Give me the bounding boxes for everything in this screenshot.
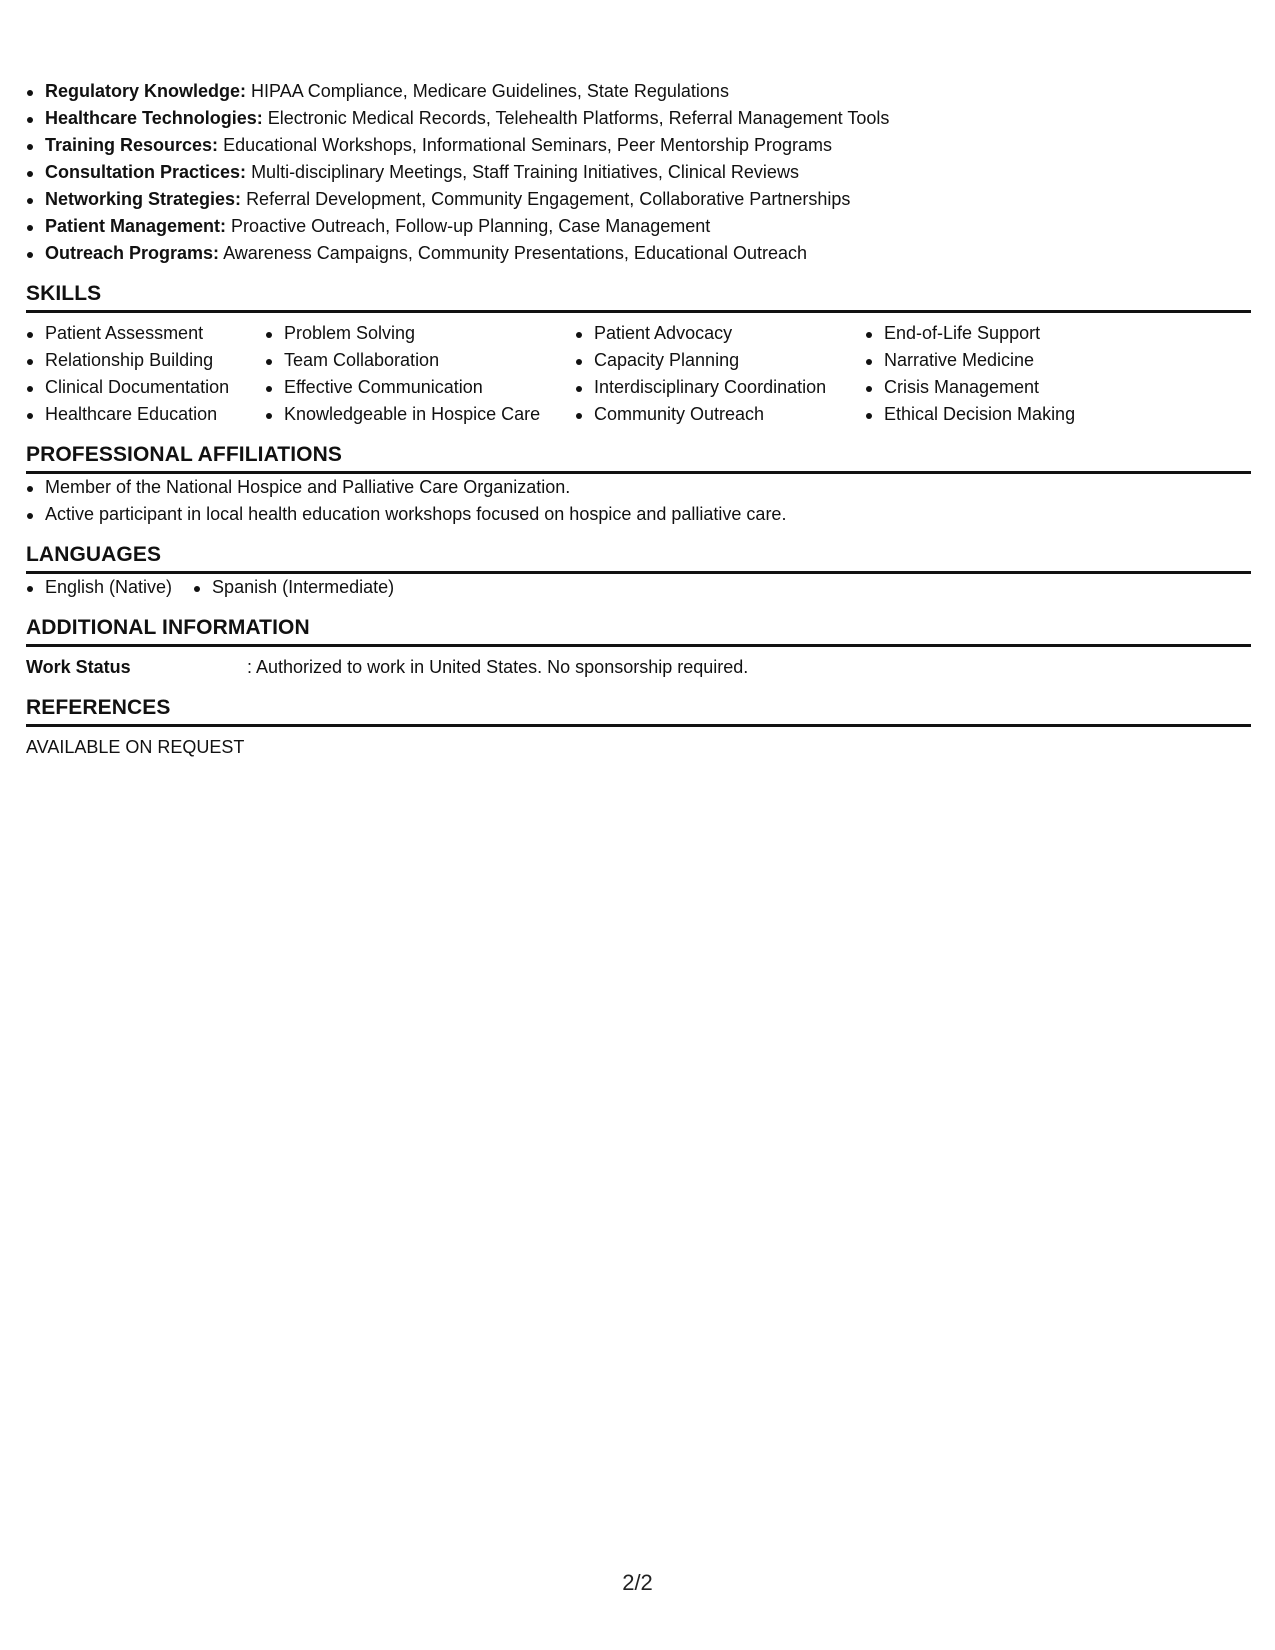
item-text: Proactive Outreach, Follow-up Planning, Case Management	[231, 216, 711, 236]
language-item: Spanish (Intermediate)	[193, 574, 394, 601]
section-title-references: REFERENCES	[26, 695, 1251, 727]
item-text: Awareness Campaigns, Community Presentations, Educational Outreach	[223, 243, 808, 263]
item-label: Outreach Programs:	[45, 243, 220, 263]
skill-item: End-of-Life Support	[865, 320, 1165, 347]
list-item	[26, 213, 1251, 240]
item-label: Training Resources:	[45, 135, 219, 155]
list-item	[26, 132, 1251, 159]
work-status-label: Work Status	[26, 657, 131, 677]
list-item	[26, 78, 1251, 105]
skill-item: Narrative Medicine	[865, 347, 1165, 374]
item-label: Healthcare Technologies:	[45, 108, 263, 128]
list-item: Member of the National Hospice and Palliative Care Organization.	[26, 474, 1251, 501]
affiliations-section	[26, 442, 1251, 528]
skills-section	[26, 281, 1251, 428]
references-text: AVAILABLE ON REQUEST	[26, 737, 245, 757]
item-text: Electronic Medical Records, Telehealth Platforms, Referral Management Tools	[267, 108, 890, 128]
skill-item: Effective Communication	[265, 374, 575, 401]
item-text: Multi-disciplinary Meetings, Staff Training Initiatives, Clinical Reviews	[251, 162, 799, 182]
work-status-row	[26, 654, 1251, 681]
skills-column	[26, 320, 265, 428]
skill-item: Crisis Management	[865, 374, 1165, 401]
section-title-affiliations: PROFESSIONAL AFFILIATIONS	[26, 442, 1251, 474]
page-number: 2/2	[622, 1570, 653, 1595]
item-label: Regulatory Knowledge:	[45, 81, 247, 101]
list-item	[26, 159, 1251, 186]
list-item	[26, 240, 1251, 267]
section-title-skills: SKILLS	[26, 281, 1251, 313]
languages-list	[26, 574, 1251, 601]
skill-item: Knowledgeable in Hospice Care	[265, 401, 575, 428]
skill-item: Ethical Decision Making	[865, 401, 1165, 428]
skills-column	[575, 320, 865, 428]
skill-item: Capacity Planning	[575, 347, 865, 374]
skill-item: Interdisciplinary Coordination	[575, 374, 865, 401]
resume-page	[26, 78, 1251, 761]
skill-item: Healthcare Education	[26, 401, 265, 428]
list-item	[26, 186, 1251, 213]
skill-item: Community Outreach	[575, 401, 865, 428]
skills-grid	[26, 320, 1251, 428]
work-status-value: : Authorized to work in United States. No sponsorship required.	[247, 657, 749, 677]
item-text: Referral Development, Community Engagement, Collaborative Partnerships	[246, 189, 851, 209]
item-text: Educational Workshops, Informational Seminars, Peer Mentorship Programs	[223, 135, 833, 155]
skills-column	[865, 320, 1165, 428]
list-item: Active participant in local health education workshops focused on hospice and palliative care.	[26, 501, 1251, 528]
item-text: HIPAA Compliance, Medicare Guidelines, State Regulations	[251, 81, 729, 101]
languages-section	[26, 542, 1251, 601]
skill-item: Relationship Building	[26, 347, 265, 374]
focus-list	[26, 78, 1251, 267]
item-label: Networking Strategies:	[45, 189, 242, 209]
skill-item: Patient Advocacy	[575, 320, 865, 347]
skill-item: Problem Solving	[265, 320, 575, 347]
references-section	[26, 695, 1251, 761]
item-label: Consultation Practices:	[45, 162, 247, 182]
skills-column	[265, 320, 575, 428]
affiliations-list	[26, 474, 1251, 528]
skill-item: Clinical Documentation	[26, 374, 265, 401]
language-item: English (Native)	[26, 574, 172, 601]
section-title-additional: ADDITIONAL INFORMATION	[26, 615, 1251, 647]
item-label: Patient Management:	[45, 216, 227, 236]
additional-info-section	[26, 615, 1251, 681]
section-title-languages: LANGUAGES	[26, 542, 1251, 574]
list-item	[26, 105, 1251, 132]
skill-item: Team Collaboration	[265, 347, 575, 374]
skill-item: Patient Assessment	[26, 320, 265, 347]
